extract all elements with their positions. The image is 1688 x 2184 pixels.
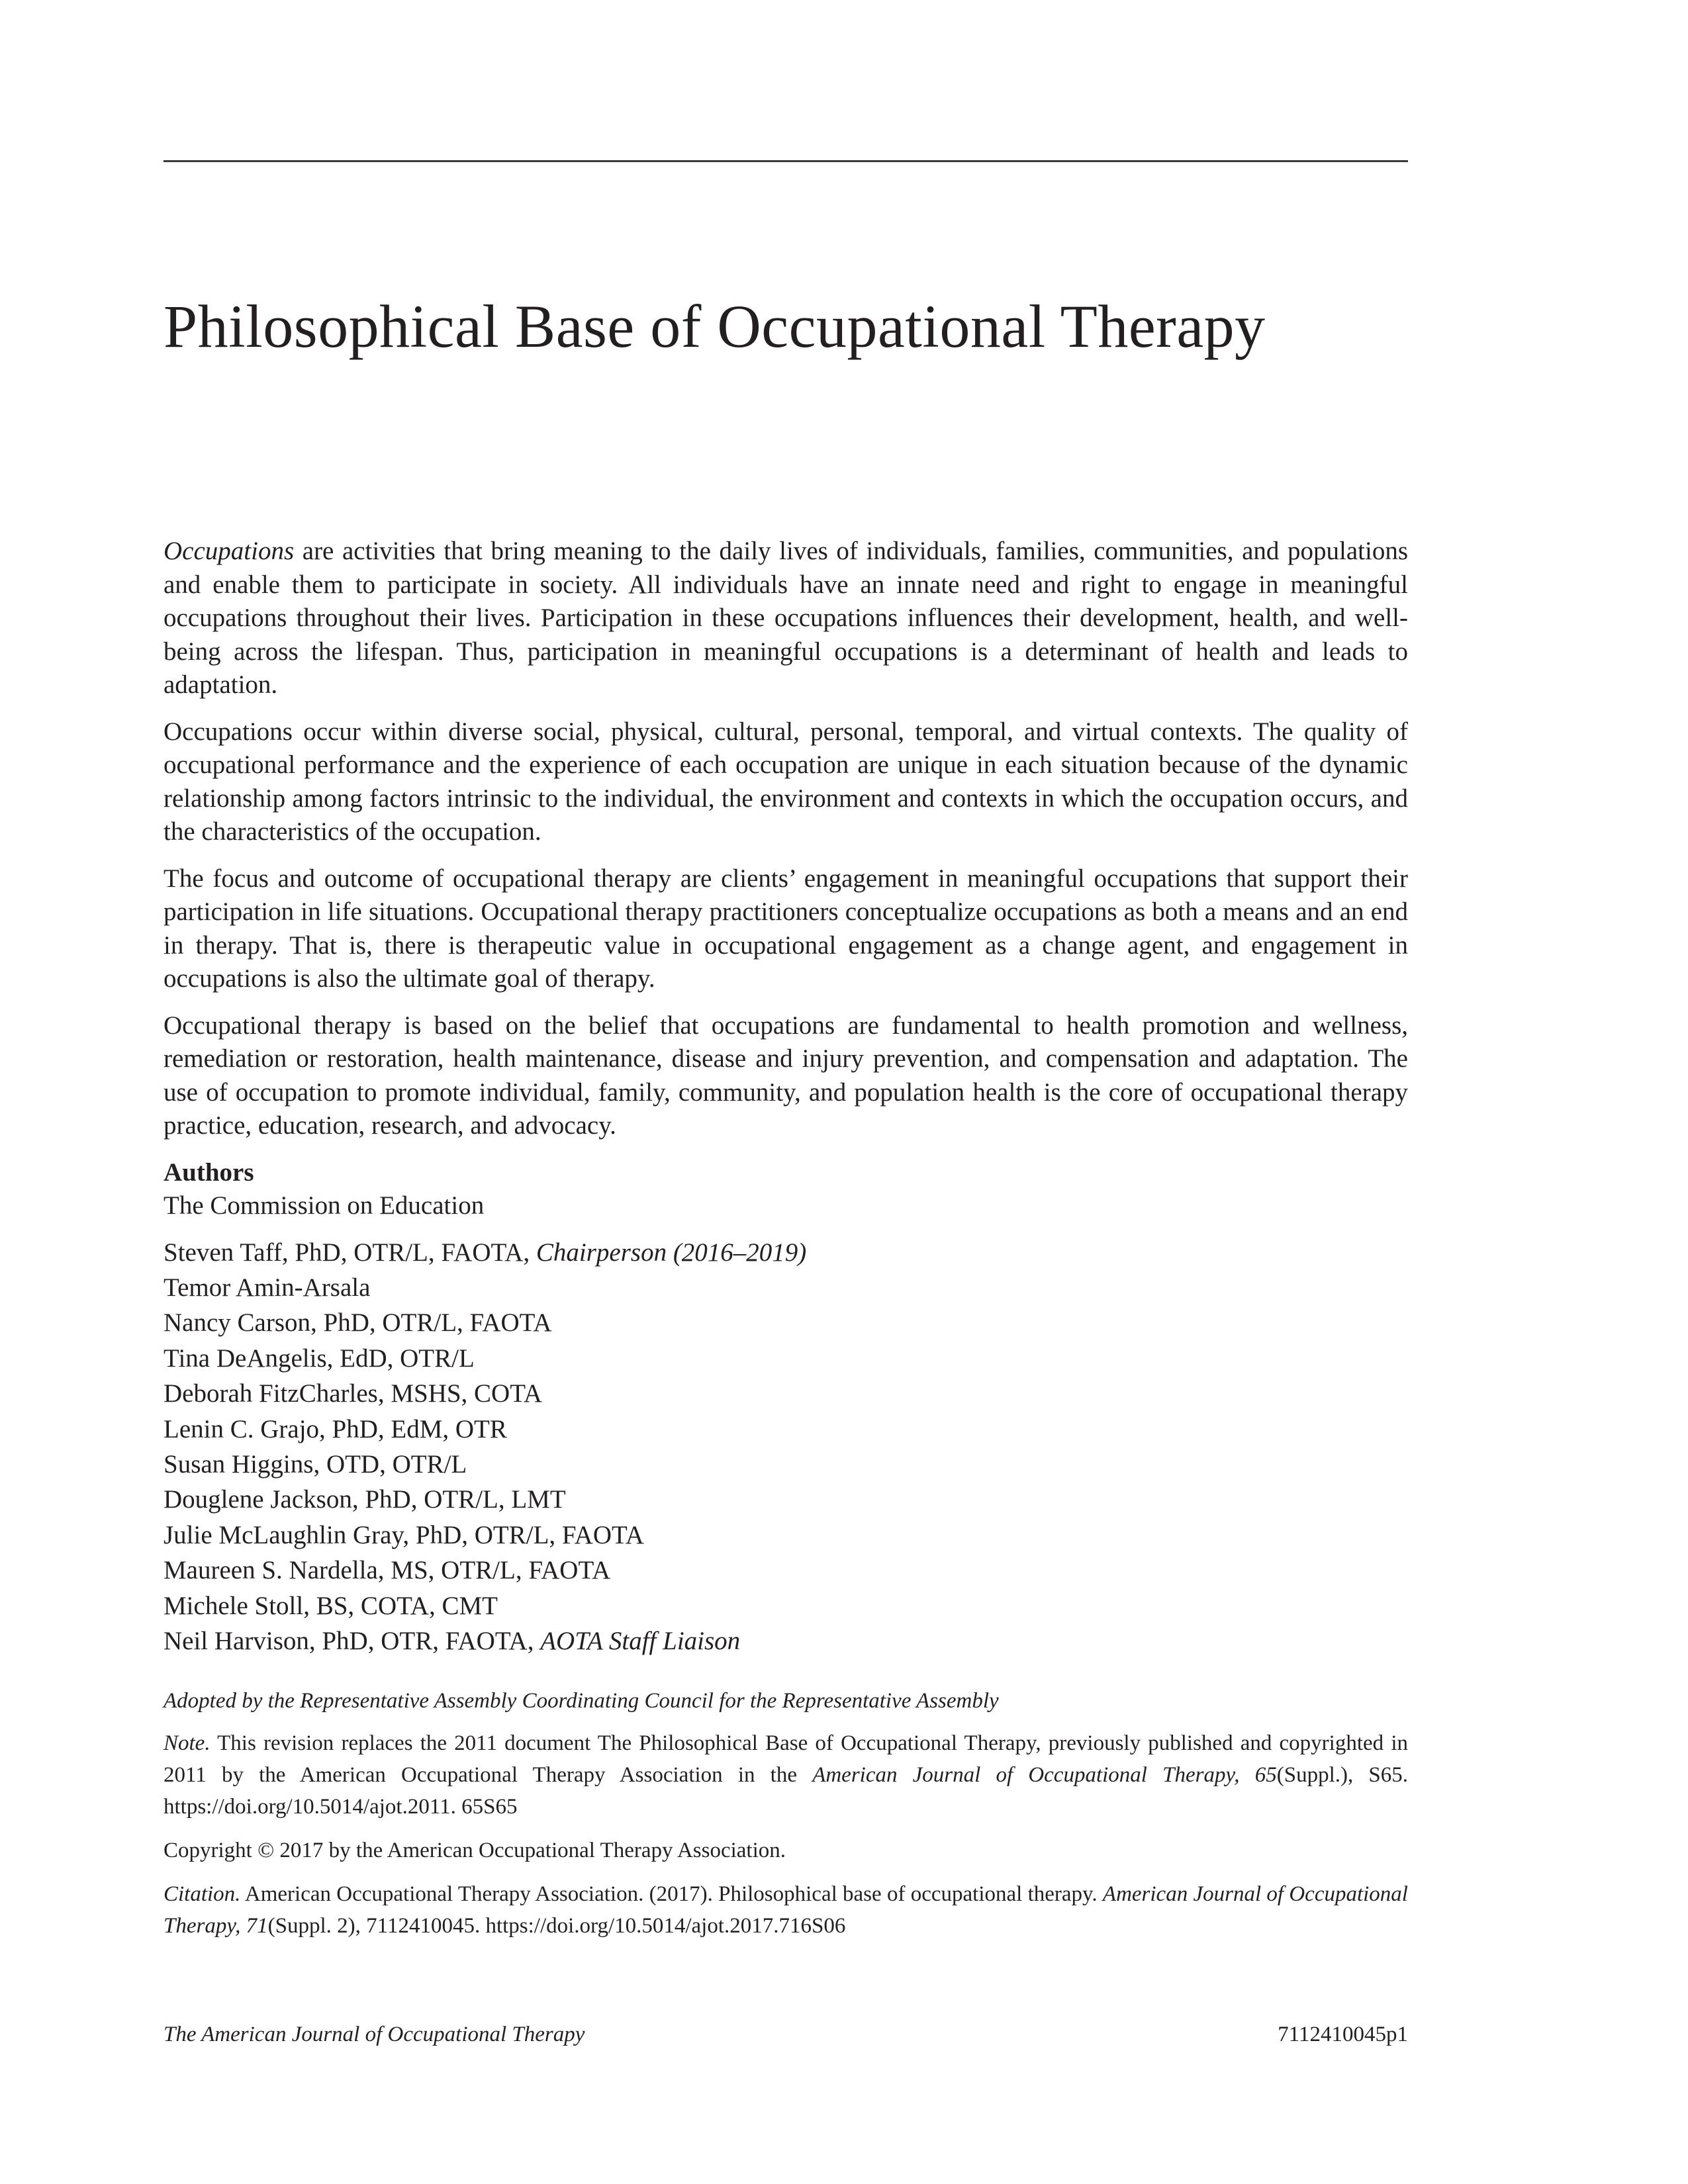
paragraph-focus-outcome: The focus and outcome of occupational therapy are clients’ engagement in meaningful occupations that support their participation in life situations. Occupational therapy practitioners conceptualize occupations as both a means and an end in therapy. That is, there is therapeutic value in occupational engagement as a change agent, and engagement in occupations is also the ultimate goal of therapy. (164, 864, 1408, 993)
citation-text: American Occupational Therapy Association. (2017). Philosophical base of occupational therapy. (240, 1882, 1103, 1907)
header-rule (164, 160, 1408, 162)
author-name: Neil Harvison, PhD, OTR, FAOTA, (164, 1626, 541, 1655)
author-chair (164, 1235, 1408, 1270)
author-role: AOTA Staff Liaison (540, 1626, 741, 1655)
author-item: Deborah FitzCharles, MSHS, COTA (164, 1379, 543, 1408)
paragraph-text: are activities that bring meaning to the daily lives of individuals, families, communities, and populations and enable them to participate in society. All individuals have an innate need and right to engage in meaningful occupations throughout their lives. Participation in these occupations influences their development, health, and well-being across the lifespan. Thus, participation in meaningful occupations is a determinant of health and leads to adaptation. (164, 537, 1408, 699)
author-item: Nancy Carson, PhD, OTR/L, FAOTA (164, 1308, 552, 1338)
paragraph-contexts: Occupations occur within diverse social, physical, cultural, personal, temporal, and virtual contexts. The quality of occupational performance and the experience of each occupation are unique in each situation because of the dynamic relationship among factors intrinsic to the individual, the environment and contexts in which the occupation occurs, and the characteristics of the occupation. (164, 717, 1408, 846)
author-list (164, 1235, 1408, 1659)
adoption-statement: Adopted by the Representative Assembly Coordinating Council for the Representative Assembly (164, 1689, 999, 1713)
author-item: Tina DeAngelis, EdD, OTR/L (164, 1343, 475, 1373)
page-title: Philosophical Base of Occupational Therapy (164, 293, 1266, 360)
note-label: Note. (164, 1731, 211, 1756)
paragraph-belief: Occupational therapy is based on the belief that occupations are fundamental to health promotion and wellness, remediation or restoration, health maintenance, disease and injury prevention, and compensation and adaptation. The use of occupation to promote individual, family, community, and population health is the core of occupational therapy practice, education, research, and advocacy. (164, 1011, 1408, 1140)
author-item: Michele Stoll, BS, COTA, CMT (164, 1591, 498, 1620)
author-item: Douglene Jackson, PhD, OTR/L, LMT (164, 1485, 566, 1514)
paragraph-occupations-definition (164, 535, 1408, 702)
author-role: Chairperson (2016–2019) (536, 1238, 807, 1267)
author-name: Steven Taff, PhD, OTR/L, FAOTA, (164, 1238, 536, 1267)
author-item: Susan Higgins, OTD, OTR/L (164, 1449, 467, 1479)
note-text: This revision replaces the 2011 document The Philosophical Base of Occupational Therapy, previously published and copyrighted in 2011 by the American Occupational Therapy Association in the (164, 1731, 1408, 1788)
citation-journal: American Journal of Occupational Therapy, 71 (164, 1882, 1408, 1938)
author-item: Julie McLaughlin Gray, PhD, OTR/L, FAOTA (164, 1520, 644, 1549)
footer-journal-name: The American Journal of Occupational Therapy (164, 2023, 585, 2046)
page-footer (164, 2020, 1408, 2049)
copyright-notice: Copyright © 2017 by the American Occupational Therapy Association. (164, 1839, 786, 1863)
citation (164, 1878, 1408, 1942)
footer-page-id: 7112410045p1 (1278, 2023, 1408, 2046)
author-item: Maureen S. Nardella, MS, OTR/L, FAOTA (164, 1556, 611, 1585)
article-body (164, 535, 1408, 1954)
revision-note (164, 1727, 1408, 1823)
commission-name: The Commission on Education (164, 1191, 485, 1220)
author-item: Lenin C. Grajo, PhD, EdM, OTR (164, 1414, 507, 1443)
occupations-term: Occupations (164, 537, 295, 565)
authors-heading: Authors (164, 1158, 254, 1187)
author-liaison (164, 1623, 1408, 1659)
author-item: Temor Amin-Arsala (164, 1273, 371, 1302)
citation-label: Citation. (164, 1882, 241, 1907)
note-tail: (Suppl.), S65. https://doi.org/10.5014/ajot.2011. 65S65 (164, 1763, 1409, 1819)
note-journal: American Journal of Occupational Therapy, 65 (812, 1763, 1277, 1788)
citation-tail: (Suppl. 2), 7112410045. https://doi.org/10.5014/ajot.2017.716S06 (267, 1914, 846, 1938)
